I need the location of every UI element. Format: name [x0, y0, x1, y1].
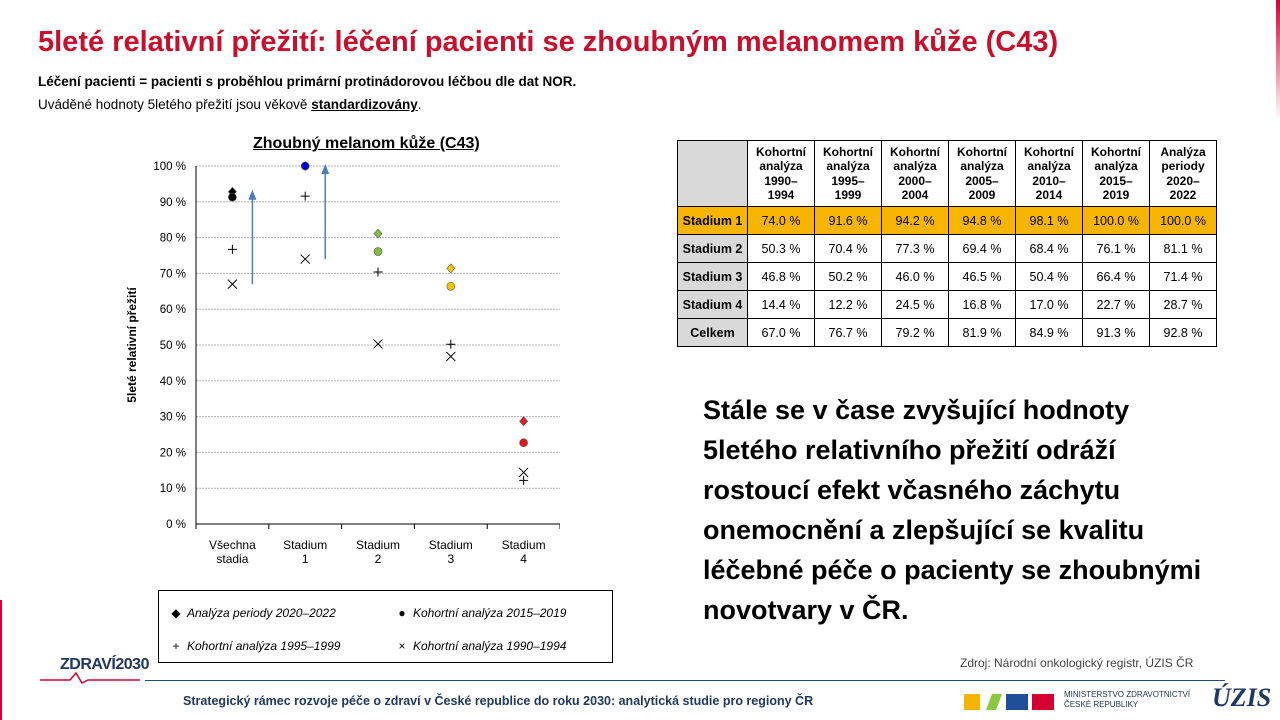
table-row-header: Stadium 3	[678, 263, 748, 291]
data-point-cross	[301, 255, 310, 264]
data-point-cross	[446, 352, 455, 361]
legend-item-cohort-2015	[395, 606, 566, 620]
uzis-logo: ÚZIS	[1212, 683, 1272, 712]
table-row	[678, 319, 1217, 347]
plus-icon: +	[172, 639, 180, 653]
cross-icon: ×	[398, 639, 406, 653]
table-row-header: Celkem	[678, 319, 748, 347]
table-cell: 94.2 %	[882, 207, 949, 235]
pulse-line-icon	[40, 670, 140, 684]
x-tick-label: Stadium	[428, 538, 473, 552]
data-point-plus	[228, 245, 237, 254]
source-note: Zdroj: Národní onkologický registr, ÚZIS ČR	[960, 656, 1194, 670]
table-cell: 16.8 %	[949, 291, 1016, 319]
legend-label: Analýza periody 2020–2022	[187, 606, 336, 620]
page-title: 5leté relativní přežití: léčení pacienti se zhoubným melanomem kůže (C43)	[38, 26, 1059, 58]
table-cell: 22.7 %	[1083, 291, 1150, 319]
table-cell: 98.1 %	[1016, 207, 1083, 235]
table-cell: 12.2 %	[815, 291, 882, 319]
standardization-link[interactable]: standardizovány	[311, 97, 418, 112]
table-cell: 91.3 %	[1083, 319, 1150, 347]
table-cell: 77.3 %	[882, 235, 949, 263]
legend-label: Kohortní analýza 2015–2019	[413, 606, 567, 620]
footer-divider	[145, 680, 1225, 681]
table-header-row	[678, 141, 1217, 207]
x-tick-label: 2	[374, 552, 382, 566]
ministry-text	[1064, 690, 1190, 710]
table-cell: 17.0 %	[1016, 291, 1083, 319]
y-tick-label: 30 %	[159, 411, 186, 424]
table-cell: 46.0 %	[882, 263, 949, 291]
table-cell: 100.0 %	[1150, 207, 1217, 235]
table-cell: 46.5 %	[949, 263, 1016, 291]
table-cell: 71.4 %	[1150, 263, 1217, 291]
table-corner-cell	[678, 141, 748, 207]
data-point-circle	[374, 248, 382, 256]
x-tick-label: Všechna	[209, 538, 256, 552]
table-column-header: Analýza periody 2020– 2022	[1150, 141, 1217, 207]
table-cell: 50.4 %	[1016, 263, 1083, 291]
data-point-circle	[447, 282, 455, 290]
circle-icon: ●	[398, 606, 406, 620]
subtitle-definition: Léčení pacienti = pacienti s proběhlou primární protinádorovou léčbou dle dat NOR.	[38, 74, 577, 89]
table-column-header: Kohortní analýza 2000– 2004	[882, 141, 949, 207]
table-cell: 84.9 %	[1016, 319, 1083, 347]
legend-item-cohort-1990	[395, 639, 566, 653]
data-point-circle	[301, 162, 309, 170]
data-point-diamond	[447, 264, 455, 273]
zdravi2030-logo: ZDRAVÍ2030	[60, 656, 149, 673]
y-tick-label: 20 %	[159, 447, 186, 460]
y-tick-label: 60 %	[159, 304, 186, 317]
ministry-line-1: MINISTERSTVO ZDRAVOTNICTVÍ	[1064, 690, 1191, 699]
data-point-cross	[519, 468, 528, 477]
left-accent-bar	[0, 600, 2, 720]
table-column-header: Kohortní analýza 2015– 2019	[1083, 141, 1150, 207]
data-point-plus	[374, 267, 383, 276]
y-tick-label: 100 %	[153, 161, 186, 173]
table-column-header: Kohortní analýza 1995– 1999	[815, 141, 882, 207]
legend-item-cohort-1995	[169, 639, 340, 653]
table-cell: 66.4 %	[1083, 263, 1150, 291]
table-cell: 92.8 %	[1150, 319, 1217, 347]
ministry-emblem-icon	[962, 690, 1057, 712]
x-tick-label: 4	[520, 552, 527, 566]
table-row	[678, 235, 1217, 263]
table-cell: 50.2 %	[815, 263, 882, 291]
table-cell: 50.3 %	[748, 235, 815, 263]
table-cell: 81.1 %	[1150, 235, 1217, 263]
y-tick-label: 70 %	[159, 268, 186, 281]
data-point-diamond	[520, 417, 528, 426]
data-point-plus	[446, 340, 455, 349]
table-cell: 76.7 %	[815, 319, 882, 347]
survival-table	[677, 140, 1217, 347]
table-cell: 81.9 %	[949, 319, 1016, 347]
chart-legend	[158, 590, 613, 663]
ministry-line-2: ČESKÉ REPUBLIKY	[1064, 700, 1139, 709]
table-cell: 14.4 %	[748, 291, 815, 319]
y-tick-label: 0 %	[166, 519, 186, 531]
table-cell: 69.4 %	[949, 235, 1016, 263]
data-point-cross	[374, 339, 383, 348]
table-cell: 76.1 %	[1083, 235, 1150, 263]
trend-arrow-head	[248, 190, 256, 200]
table-cell: 70.4 %	[815, 235, 882, 263]
survival-chart	[120, 130, 560, 580]
subtitle-standardization	[38, 97, 421, 112]
table-cell: 74.0 %	[748, 207, 815, 235]
diamond-icon: ◆	[171, 606, 181, 620]
x-tick-label: 1	[301, 552, 309, 566]
right-accent-bar	[1276, 0, 1280, 120]
table-cell: 46.8 %	[748, 263, 815, 291]
data-point-diamond	[374, 229, 382, 238]
table-row-header: Stadium 1	[678, 207, 748, 235]
subtitle-suffix: .	[417, 97, 422, 112]
table-cell: 79.2 %	[882, 319, 949, 347]
data-point-cross	[228, 280, 237, 289]
legend-item-period-2020	[169, 606, 336, 620]
table-row	[678, 263, 1217, 291]
table-column-header: Kohortní analýza 1990– 1994	[748, 141, 815, 207]
data-point-circle	[520, 439, 528, 447]
table-cell: 28.7 %	[1150, 291, 1217, 319]
table-row-header: Stadium 2	[678, 235, 748, 263]
x-tick-label: Stadium	[283, 538, 328, 552]
y-tick-label: 80 %	[159, 232, 186, 245]
y-tick-label: 90 %	[159, 196, 186, 209]
table-cell: 68.4 %	[1016, 235, 1083, 263]
x-tick-label: stadia	[216, 552, 249, 566]
subtitle-prefix: Uváděné hodnoty 5letého přežití jsou věkově	[38, 97, 312, 112]
footer-text: Strategický rámec rozvoje péče o zdraví v České republice do roku 2030: analytická studie pro regiony ČR	[183, 694, 814, 708]
table-column-header: Kohortní analýza 2010– 2014	[1016, 141, 1083, 207]
table-cell: 24.5 %	[882, 291, 949, 319]
table-row	[678, 207, 1217, 235]
y-tick-label: 10 %	[159, 483, 186, 496]
table-cell: 94.8 %	[949, 207, 1016, 235]
table-column-header: Kohortní analýza 2005– 2009	[949, 141, 1016, 207]
table-cell: 91.6 %	[815, 207, 882, 235]
key-statement: Stále se v čase zvyšující hodnoty 5letého relativního přežití odráží rostoucí efekt včasného záchytu onemocnění a zlepšující se kvalitu léčebné péče o pacienty se zhoubnými novotvary v ČR.	[703, 395, 1202, 625]
x-tick-label: Stadium	[501, 538, 546, 552]
y-tick-label: 40 %	[159, 375, 186, 388]
table-cell: 100.0 %	[1083, 207, 1150, 235]
table-row	[678, 291, 1217, 319]
chart-title: Zhoubný melanom kůže (C43)	[253, 135, 480, 152]
data-point-circle	[228, 193, 236, 201]
data-point-plus	[519, 476, 528, 485]
table-cell: 67.0 %	[748, 319, 815, 347]
y-tick-label: 50 %	[159, 340, 186, 352]
table-row-header: Stadium 4	[678, 291, 748, 319]
legend-label: Kohortní analýza 1990–1994	[413, 639, 567, 653]
x-tick-label: 3	[447, 552, 455, 566]
y-axis-label: 5leté relativní přežití	[125, 287, 139, 403]
x-tick-label: Stadium	[355, 538, 401, 552]
data-point-plus	[301, 192, 310, 201]
legend-label: Kohortní analýza 1995–1999	[187, 639, 341, 653]
